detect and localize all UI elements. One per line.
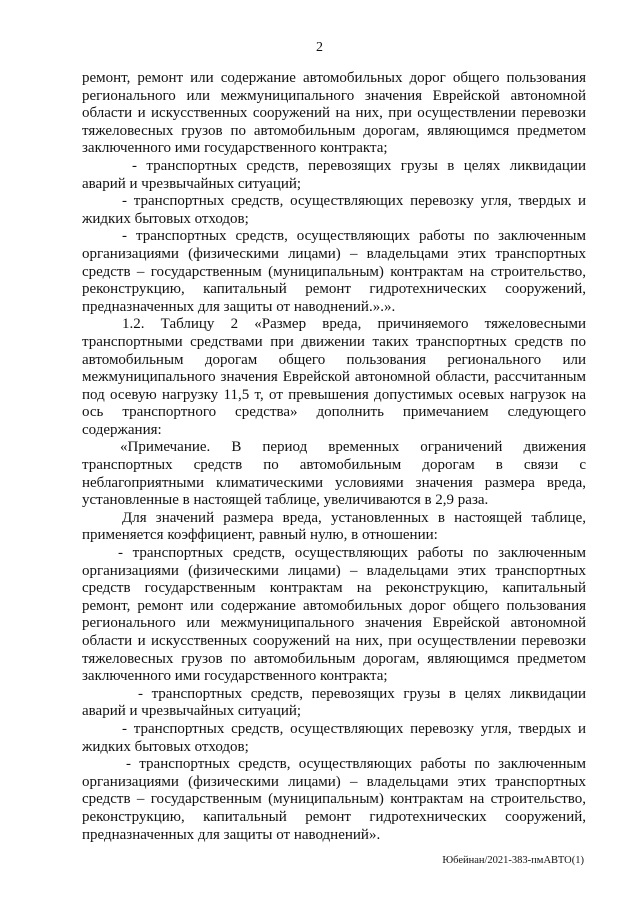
text-line: - транспортных средств, осуществляющих работы по заключенным bbox=[126, 756, 586, 773]
text-line: аварий и чрезвычайных ситуаций; bbox=[82, 703, 302, 720]
text-line: организациями (физическими лицами) – владельцами этих транспортных bbox=[82, 245, 586, 262]
text-line: неблагоприятными климатическими условиями значения размера вреда, bbox=[82, 474, 586, 491]
text-line: - транспортных средств, перевозящих грузы в целях ликвидации bbox=[138, 685, 586, 702]
paragraph bbox=[82, 316, 586, 439]
text-line: реконструкцию, капитальный ремонт гидротехнических сооружений, bbox=[82, 808, 586, 825]
text-line: - транспортных средств, осуществляющих перевозку угля, твердых и bbox=[122, 720, 586, 737]
text-line: 1.2. Таблицу 2 «Размер вреда, причиняемого тяжеловесными bbox=[122, 316, 586, 333]
text-line: ремонт, ремонт или содержание автомобильных дорог общего пользования bbox=[82, 597, 586, 614]
text-line: организациями (физическими лицами) – владельцами этих транспортных bbox=[82, 562, 586, 579]
text-line: - транспортных средств, осуществляющих работы по заключенным bbox=[122, 228, 586, 245]
paragraph bbox=[82, 193, 586, 228]
text-line: жидких бытовых отходов; bbox=[82, 738, 249, 755]
text-line: организациями (физическими лицами) – владельцами этих транспортных bbox=[82, 773, 586, 790]
text-line: применяется коэффициент, равный нулю, в отношении: bbox=[82, 527, 438, 544]
text-line: тяжеловесных грузов по автомобильным дорогам, являющимся предметом bbox=[82, 122, 586, 139]
paragraph bbox=[82, 158, 586, 193]
text-line: предназначенных для защиты от наводнений». bbox=[82, 826, 381, 843]
text-line: области и искусственных сооружений на них, при осуществлении перевозки bbox=[82, 105, 586, 122]
text-line: тяжеловесных грузов по автомобильным дорогам, являющимся предметом bbox=[82, 650, 586, 667]
text-line: средств – государственным (муниципальным) контрактам на строительство, bbox=[82, 263, 586, 280]
paragraph bbox=[82, 545, 586, 686]
text-line: «Примечание. В период временных ограничений движения bbox=[120, 439, 586, 456]
text-line: содержания: bbox=[82, 421, 162, 438]
text-line: предназначенных для защиты от наводнений.».». bbox=[82, 298, 396, 315]
text-line: под осевую нагрузку 11,5 т, от превышения допустимых осевых нагрузок на bbox=[82, 386, 586, 403]
text-line: заключенного ими государственного контракта; bbox=[82, 140, 388, 157]
text-line: ось транспортного средства» дополнить примечанием следующего bbox=[82, 404, 586, 421]
paragraph bbox=[82, 228, 586, 316]
text-line: средств государственным контрактам на реконструкцию, капитальный bbox=[82, 580, 586, 597]
text-line: ремонт, ремонт или содержание автомобильных дорог общего пользования bbox=[82, 70, 586, 86]
text-line: транспортными средствами при движении таких транспортных средств по bbox=[82, 333, 586, 350]
text-line: заключенного ими государственного контракта; bbox=[82, 668, 388, 685]
paragraph bbox=[82, 686, 586, 721]
paragraph bbox=[82, 70, 586, 158]
text-line: автомобильным дорогам общего пользования регионального или bbox=[82, 351, 586, 368]
text-line: реконструкцию, капитальный ремонт гидротехнических сооружений, bbox=[82, 281, 586, 298]
paragraph bbox=[82, 756, 586, 844]
paragraph bbox=[82, 510, 586, 545]
paragraph bbox=[82, 721, 586, 756]
page-number: 2 bbox=[316, 40, 323, 55]
text-line: области и искусственных сооружений на них, при осуществлении перевозки bbox=[82, 633, 586, 649]
text-line: - транспортных средств, осуществляющих работы по заключенным bbox=[118, 545, 586, 562]
text-line: аварий и чрезвычайных ситуаций; bbox=[82, 175, 302, 192]
text-line: межмуниципального значения Еврейской автономной области, рассчитанным bbox=[82, 369, 586, 386]
text-line: регионального или межмуниципального значения Еврейской автономной bbox=[82, 615, 586, 632]
document-body bbox=[82, 70, 586, 844]
text-line: - транспортных средств, перевозящих грузы в целях ликвидации bbox=[132, 157, 586, 174]
text-line: - транспортных средств, осуществляющих перевозку угля, твердых и bbox=[122, 193, 586, 210]
text-line: регионального или межмуниципального значения Еврейской автономной bbox=[82, 87, 586, 104]
text-line: жидких бытовых отходов; bbox=[82, 210, 249, 227]
footer-code: Юбейнан/2021-383-пмАВТО(1) bbox=[442, 855, 584, 866]
text-line: Для значений размера вреда, установленных в настоящей таблице, bbox=[122, 509, 586, 526]
text-line: установленные в настоящей таблице, увеличиваются в 2,9 раза. bbox=[82, 492, 489, 509]
text-line: транспортных средств по автомобильным дорогам в связи с bbox=[82, 457, 586, 474]
paragraph bbox=[82, 439, 586, 509]
text-line: средств – государственным (муниципальным) контрактам на строительство, bbox=[82, 791, 586, 808]
